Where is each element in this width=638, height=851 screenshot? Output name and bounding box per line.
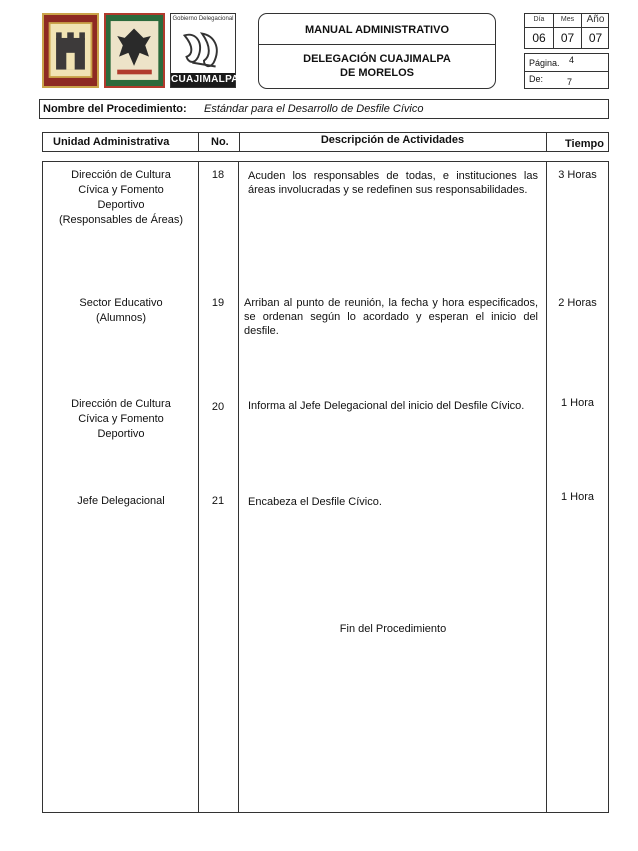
delegation-crest-logo [42, 13, 99, 88]
column-divider [546, 161, 547, 813]
delegation-title-line2: DE MORELOS [340, 67, 414, 79]
month-value: 07 [560, 31, 575, 45]
header-descripcion: Descripción de Actividades [320, 134, 465, 146]
unit-line: Deportivo [97, 428, 145, 440]
header-tiempo: Tiempo [565, 138, 604, 150]
day-value: 06 [532, 31, 546, 45]
date-day [525, 14, 553, 48]
unit-line: (Responsables de Áreas) [58, 214, 184, 226]
procedure-value: Estándar para el Desarrollo de Desfile Cívico [204, 103, 424, 115]
delegation-title [259, 52, 495, 80]
page-box [524, 53, 609, 89]
unit-line: Deportivo [97, 199, 145, 211]
activity-description: Encabeza el Desfile Cívico. [248, 496, 382, 508]
eagle-emblem-icon [106, 15, 163, 86]
header-divider [546, 133, 547, 151]
end-of-procedure: Fin del Procedimiento [339, 623, 447, 635]
header-no: No. [211, 136, 229, 148]
page-divider [525, 71, 608, 72]
unit-line: Jefe Delegacional [77, 495, 165, 507]
table-row-unit [50, 494, 192, 509]
table-row-unit [50, 397, 192, 442]
activity-number: 18 [211, 169, 225, 181]
activity-number: 19 [211, 297, 225, 309]
header-unidad: Unidad Administrativa [53, 136, 170, 148]
title-divider [259, 44, 495, 45]
month-label: Mes [560, 16, 575, 23]
manual-title: MANUAL ADMINISTRATIVO [304, 24, 449, 36]
date-year [581, 14, 609, 48]
procedure-label: Nombre del Procedimiento: [43, 103, 187, 115]
procedure-name-row [39, 99, 609, 119]
page-label: Página. [529, 58, 560, 68]
logo-caption-top: Gobierno Delegacional [172, 16, 234, 22]
logo-caption-bottom: CUAJIMALPA [171, 74, 239, 85]
total-value: 7 [567, 77, 573, 87]
unit-line: Dirección de Cultura [71, 169, 171, 181]
column-divider [198, 161, 199, 813]
date-box [524, 13, 609, 49]
activity-description: Acuden los responsables de todas, e instituciones las áreas involucradas y se redefinen sus responsabilidades. [248, 170, 538, 196]
activity-time: 2 Horas [558, 297, 597, 309]
coat-of-arms-logo [104, 13, 165, 88]
year-label: Año [586, 14, 605, 25]
unit-line: Sector Educativo [79, 297, 163, 309]
unit-line: (Alumnos) [95, 312, 147, 324]
year-value: 07 [588, 31, 603, 45]
table-row-unit [50, 168, 192, 228]
unit-line: Dirección de Cultura [71, 398, 171, 410]
table-body [42, 161, 609, 813]
delegation-title-line1: DELEGACIÓN CUAJIMALPA [303, 53, 451, 65]
day-label: Día [533, 16, 545, 23]
activity-number: 20 [211, 401, 225, 413]
table-row-unit [50, 296, 192, 326]
date-month [553, 14, 581, 48]
total-label: De: [529, 74, 544, 84]
table-header [42, 132, 609, 152]
manual-title-box [258, 13, 496, 89]
activity-time: 1 Hora [560, 491, 595, 503]
castle-crest-icon [44, 15, 97, 86]
header-divider [198, 133, 199, 151]
activity-time: 1 Hora [560, 397, 595, 409]
activity-description: Arriban al punto de reunión, la fecha y hora especificados, se ordenan según lo acordado y esperan el inicio del desfile. [244, 297, 538, 337]
unit-line: Cívica y Fomento [78, 413, 164, 425]
activity-number: 21 [211, 495, 225, 507]
column-divider [238, 161, 239, 813]
unit-line: Cívica y Fomento [78, 184, 164, 196]
cuajimalpa-logo [170, 13, 239, 88]
activity-time: 3 Horas [558, 169, 597, 181]
activity-description: Informa al Jefe Delegacional del inicio del Desfile Cívico. [248, 400, 525, 412]
page-value: 4 [569, 55, 575, 65]
